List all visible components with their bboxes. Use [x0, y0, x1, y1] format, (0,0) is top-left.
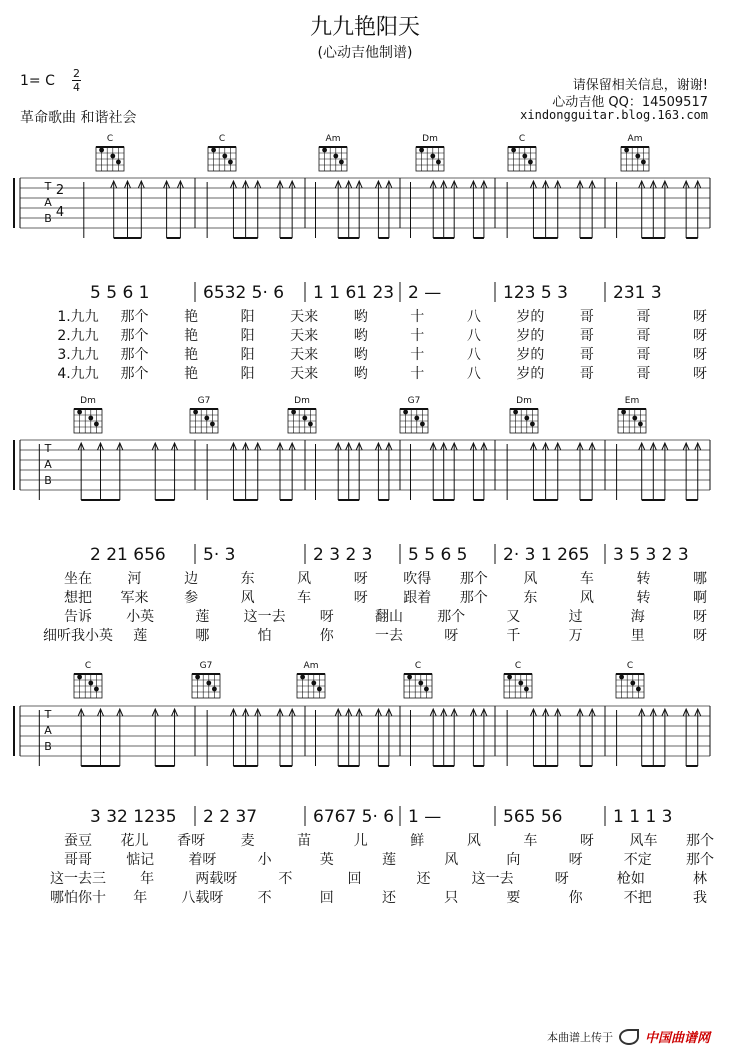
lyric-word: 阳 — [240, 366, 255, 382]
chord-name: G7 — [197, 396, 211, 406]
lyric-word: 十 — [410, 309, 425, 325]
lyric-word: 哟 — [353, 366, 368, 382]
lyric-word: 那个 — [686, 833, 714, 849]
finger-dot — [291, 410, 296, 415]
lyric-word: 八 — [466, 347, 481, 363]
jianpu-measure: 5 5 6 1 — [90, 283, 150, 303]
lyric-word: 回 — [347, 871, 362, 887]
tab-letter: A — [44, 196, 52, 209]
chord-name: C — [518, 134, 526, 144]
finger-dot — [99, 148, 104, 153]
lyric-word: 十 — [410, 328, 425, 344]
lyric-word: 两载呀 — [195, 871, 238, 887]
jianpu-measure: 6767 5· 6 — [313, 807, 395, 827]
chord-name: Dm — [422, 134, 438, 144]
song-subtitle: (心动吉他制谱) — [317, 45, 413, 61]
lyric-word: 细听我小英 — [43, 628, 113, 644]
chord-name: Dm — [80, 396, 96, 406]
finger-dot — [636, 687, 641, 692]
jianpu-measure: 5 5 6 5 — [408, 545, 468, 565]
jianpu-measure: 1 1 1 3 — [613, 807, 673, 827]
lyric-word: 不 — [257, 890, 272, 906]
finger-dot — [193, 410, 198, 415]
lyric-word: 哟 — [353, 309, 368, 325]
lyric-word: 呀 — [693, 366, 707, 382]
lyric-word: 转 — [636, 571, 651, 587]
lyric-word: 艳 — [184, 347, 199, 363]
jianpu-measure: 2 21 656 — [90, 545, 166, 565]
finger-dot — [110, 154, 115, 159]
finger-dot — [420, 422, 425, 427]
lyric-word: 哟 — [353, 347, 368, 363]
notice-line-2: 心动吉他 QQ：14509517 — [552, 95, 708, 110]
finger-dot — [333, 154, 338, 159]
lyric-word: 车 — [523, 833, 538, 849]
lyric-word: 呀 — [444, 628, 459, 644]
finger-dot — [195, 675, 200, 680]
lyric-word: 想把 — [64, 590, 92, 606]
lyric-word: 海 — [630, 609, 645, 625]
finger-dot — [228, 160, 233, 165]
chord-name: C — [414, 661, 422, 671]
lyric-word: 香呀 — [177, 833, 206, 849]
finger-dot — [88, 681, 93, 686]
lyric-word: 2.九九 — [57, 328, 99, 344]
tab-letter: T — [44, 708, 52, 721]
finger-dot — [407, 675, 412, 680]
lyric-word: 风 — [240, 590, 255, 606]
chord-name: C — [84, 661, 92, 671]
tab-letter: A — [44, 458, 52, 471]
jianpu-measure: 123 5 3 — [503, 283, 568, 303]
lyric-word: 还 — [416, 871, 431, 887]
lyric-word: 八载呀 — [181, 890, 224, 906]
lyric-word: 向 — [506, 852, 521, 868]
lyric-word: 车 — [579, 571, 594, 587]
finger-dot — [418, 681, 423, 686]
lyric-word: 那个 — [120, 347, 149, 363]
lyric-word: 蚕豆 — [64, 833, 92, 849]
lyric-word: 风 — [444, 852, 459, 868]
lyric-word: 呀 — [568, 852, 583, 868]
lyric-word: 莲 — [195, 609, 210, 625]
finger-dot — [424, 687, 429, 692]
lyric-word: 1.九九 — [57, 309, 99, 325]
tab-letter: T — [44, 442, 52, 455]
tab-letter: B — [44, 740, 52, 753]
time-sig-top: 2 — [73, 67, 80, 80]
finger-dot — [116, 160, 121, 165]
time-sig-bottom: 4 — [73, 81, 80, 94]
lyric-word: 跟着 — [403, 590, 432, 606]
finger-dot — [528, 160, 533, 165]
finger-dot — [77, 410, 82, 415]
lyric-word: 呀 — [693, 609, 707, 625]
lyric-word: 要 — [506, 890, 521, 906]
chord-name: Am — [303, 661, 319, 671]
finger-dot — [94, 687, 99, 692]
lyric-word: 阳 — [240, 328, 255, 344]
lyric-word: 你 — [568, 890, 583, 906]
lyric-word: 不 — [278, 871, 293, 887]
finger-dot — [430, 154, 435, 159]
finger-dot — [641, 160, 646, 165]
chord-name: Dm — [516, 396, 532, 406]
lyric-word: 小英 — [126, 609, 155, 625]
lyric-word: 风 — [466, 833, 481, 849]
song-title: 九九艳阳天 — [309, 15, 420, 40]
lyric-word: 哥哥 — [64, 852, 92, 868]
lyric-word: 呀 — [579, 833, 594, 849]
lyric-word: 呀 — [319, 609, 334, 625]
finger-dot — [317, 687, 322, 692]
lyric-word: 回 — [319, 890, 334, 906]
lyric-word: 4.九九 — [57, 366, 99, 382]
lyric-word: 天来 — [290, 347, 319, 363]
lyric-word: 啊 — [693, 590, 707, 606]
finger-dot — [94, 422, 99, 427]
finger-dot — [77, 675, 82, 680]
finger-dot — [530, 422, 535, 427]
finger-dot — [300, 675, 305, 680]
finger-dot — [204, 416, 209, 421]
finger-dot — [88, 416, 93, 421]
lyric-word: 坐在 — [64, 571, 92, 587]
chord-name: C — [218, 134, 226, 144]
finger-dot — [513, 410, 518, 415]
finger-dot — [524, 687, 529, 692]
lyric-word: 风 — [579, 590, 594, 606]
lyric-word: 儿 — [353, 833, 368, 849]
finger-dot — [302, 416, 307, 421]
jianpu-measure: 2 3 2 3 — [313, 545, 373, 565]
lyric-word: 哥 — [579, 366, 594, 382]
finger-dot — [403, 410, 408, 415]
lyric-word: 岁的 — [516, 366, 545, 382]
finger-dot — [518, 681, 523, 686]
lyric-word: 呀 — [693, 309, 707, 325]
lyric-word: 吹得 — [403, 571, 432, 587]
lyric-word: 不把 — [623, 890, 652, 906]
lyric-word: 天来 — [290, 328, 319, 344]
lyric-word: 这一去三 — [50, 871, 106, 887]
finger-dot — [206, 681, 211, 686]
lyric-word: 十 — [410, 347, 425, 363]
finger-dot — [308, 422, 313, 427]
lyric-word: 麦 — [240, 833, 255, 849]
lyric-word: 呀 — [353, 590, 368, 606]
lyric-word: 阳 — [240, 309, 255, 325]
finger-dot — [212, 687, 217, 692]
lyric-word: 年 — [133, 890, 148, 906]
lyric-word: 鲜 — [410, 833, 425, 849]
tab-letter: T — [44, 180, 52, 193]
lyric-word: 东 — [240, 571, 255, 587]
lyric-word: 边 — [184, 571, 199, 587]
lyric-word: 哪 — [195, 628, 210, 644]
lyric-word: 又 — [506, 609, 521, 625]
lyric-word: 哥 — [636, 347, 651, 363]
lyric-word: 3.九九 — [57, 347, 99, 363]
lyric-word: 千 — [506, 628, 521, 644]
lyric-word: 那个 — [459, 571, 488, 587]
lyric-word: 八 — [466, 328, 481, 344]
lyric-word: 一去 — [375, 628, 403, 644]
lyric-word: 八 — [466, 309, 481, 325]
lyric-word: 年 — [140, 871, 155, 887]
finger-dot — [339, 160, 344, 165]
finger-dot — [635, 154, 640, 159]
jianpu-measure: 3 5 3 2 3 — [613, 545, 689, 565]
jianpu-measure: 565 56 — [503, 807, 563, 827]
lyric-word: 岁的 — [516, 309, 545, 325]
lyric-word: 风 — [297, 571, 312, 587]
jianpu-measure: 3 32 1235 — [90, 807, 177, 827]
finger-dot — [211, 148, 216, 153]
lyric-word: 莲 — [382, 852, 396, 868]
lyric-word: 那个 — [120, 309, 149, 325]
lyric-word: 哪怕你十 — [50, 890, 106, 906]
lyric-word: 那个 — [686, 852, 714, 868]
chord-name: G7 — [199, 661, 213, 671]
lyric-word: 哥 — [636, 309, 651, 325]
tab-letter: B — [44, 212, 52, 225]
lyric-word: 军来 — [120, 590, 149, 606]
lyric-word: 英 — [319, 852, 334, 868]
lyric-word: 参 — [184, 590, 199, 606]
jianpu-measure: 1 — — [408, 807, 442, 827]
lyric-word: 苗 — [297, 833, 312, 849]
jianpu-measure: 6532 5· 6 — [203, 283, 285, 303]
chord-name: C — [626, 661, 634, 671]
lyric-word: 车 — [297, 590, 312, 606]
lyric-word: 你 — [319, 628, 334, 644]
finger-dot — [619, 675, 624, 680]
chord-name: C — [514, 661, 522, 671]
lyric-word: 还 — [382, 890, 396, 906]
lyric-word: 呀 — [693, 347, 707, 363]
finger-dot — [414, 416, 419, 421]
lyric-word: 阳 — [240, 347, 255, 363]
lyric-word: 我 — [693, 890, 707, 906]
tab-letter: A — [44, 724, 52, 737]
lyric-word: 哥 — [579, 309, 594, 325]
lyric-word: 哥 — [579, 347, 594, 363]
finger-dot — [524, 416, 529, 421]
lyric-word: 那个 — [437, 609, 466, 625]
lyric-word: 莲 — [133, 628, 148, 644]
lyric-word: 岁的 — [516, 347, 545, 363]
finger-dot — [630, 681, 635, 686]
lyric-word: 这一去 — [243, 609, 286, 625]
lyric-word: 呀 — [693, 628, 707, 644]
lyric-word: 风 — [523, 571, 538, 587]
lyric-word: 那个 — [459, 590, 488, 606]
jianpu-measure: 5· 3 — [203, 545, 236, 565]
notice-line-3: xindongguitar.blog.163.com — [520, 108, 708, 122]
lyric-word: 艳 — [184, 328, 199, 344]
lyric-word: 告诉 — [64, 609, 92, 625]
lyric-word: 哥 — [579, 328, 594, 344]
finger-dot — [436, 160, 441, 165]
finger-dot — [638, 422, 643, 427]
jianpu-measure: 1 1 61 23 — [313, 283, 395, 303]
lyric-word: 那个 — [120, 328, 149, 344]
chord-name: G7 — [407, 396, 421, 406]
lyric-word: 花儿 — [120, 833, 149, 849]
finger-dot — [511, 148, 516, 153]
lyric-word: 只 — [444, 890, 459, 906]
lyric-word: 天来 — [290, 309, 319, 325]
lyric-word: 呀 — [554, 871, 569, 887]
finger-dot — [222, 154, 227, 159]
lyric-word: 万 — [568, 628, 583, 644]
finger-dot — [507, 675, 512, 680]
lyric-word: 那个 — [120, 366, 149, 382]
lyric-word: 艳 — [184, 309, 199, 325]
lyric-word: 小 — [257, 852, 272, 868]
jianpu-measure: 2 — — [408, 283, 442, 303]
lyric-word: 天来 — [290, 366, 319, 382]
tab-time-top: 2 — [55, 183, 65, 198]
footer-site: 中国曲谱网 — [644, 1031, 710, 1046]
lyric-word: 惦记 — [126, 852, 155, 868]
footer — [547, 1027, 710, 1046]
chord-name: Dm — [294, 396, 310, 406]
lyric-word: 哥 — [636, 366, 651, 382]
lyric-word: 哟 — [353, 328, 368, 344]
lyric-word: 艳 — [184, 366, 199, 382]
lyric-word: 岁的 — [516, 328, 545, 344]
lyric-word: 风车 — [629, 833, 658, 849]
lyric-word: 怕 — [257, 628, 272, 644]
lyric-word: 不定 — [623, 852, 652, 868]
lyric-word: 八 — [466, 366, 481, 382]
finger-dot — [522, 154, 527, 159]
lyric-word: 翻山 — [375, 609, 403, 625]
genre-label: 革命歌曲 和谐社会 — [20, 110, 137, 126]
lyric-word: 东 — [523, 590, 538, 606]
key-signature: 1= C — [20, 73, 55, 89]
tab-time-bottom: 4 — [55, 205, 65, 220]
finger-dot — [322, 148, 327, 153]
lyric-word: 呀 — [693, 328, 707, 344]
chord-name: Am — [325, 134, 341, 144]
finger-dot — [210, 422, 215, 427]
lyric-word: 过 — [568, 609, 583, 625]
finger-dot — [632, 416, 637, 421]
lyric-word: 哪 — [693, 571, 707, 587]
jianpu-measure: 2 2 37 — [203, 807, 258, 827]
lyric-word: 十 — [410, 366, 425, 382]
footer-text: 本曲谱上传于 — [546, 1030, 613, 1044]
site-logo-icon — [619, 1029, 639, 1045]
finger-dot — [621, 410, 626, 415]
lyric-word: 呀 — [353, 571, 368, 587]
lyric-word: 河 — [127, 571, 142, 587]
jianpu-measure: 231 3 — [613, 283, 662, 303]
jianpu-measure: 2· 3 1 265 — [503, 545, 590, 565]
lyric-word: 这一去 — [471, 871, 514, 887]
tab-letter: B — [44, 474, 52, 487]
lyric-word: 转 — [636, 590, 651, 606]
lyric-word: 枪如 — [616, 871, 645, 887]
chord-name: Am — [627, 134, 643, 144]
notice-line-1: 请保留相关信息，谢谢! — [572, 78, 708, 93]
finger-dot — [419, 148, 424, 153]
finger-dot — [311, 681, 316, 686]
chord-name: C — [106, 134, 114, 144]
lyric-word: 林 — [693, 871, 707, 887]
lyric-word: 里 — [630, 628, 645, 644]
chord-name: Em — [624, 396, 640, 406]
lyric-word: 着呀 — [188, 852, 217, 868]
finger-dot — [624, 148, 629, 153]
lyric-word: 哥 — [636, 328, 651, 344]
